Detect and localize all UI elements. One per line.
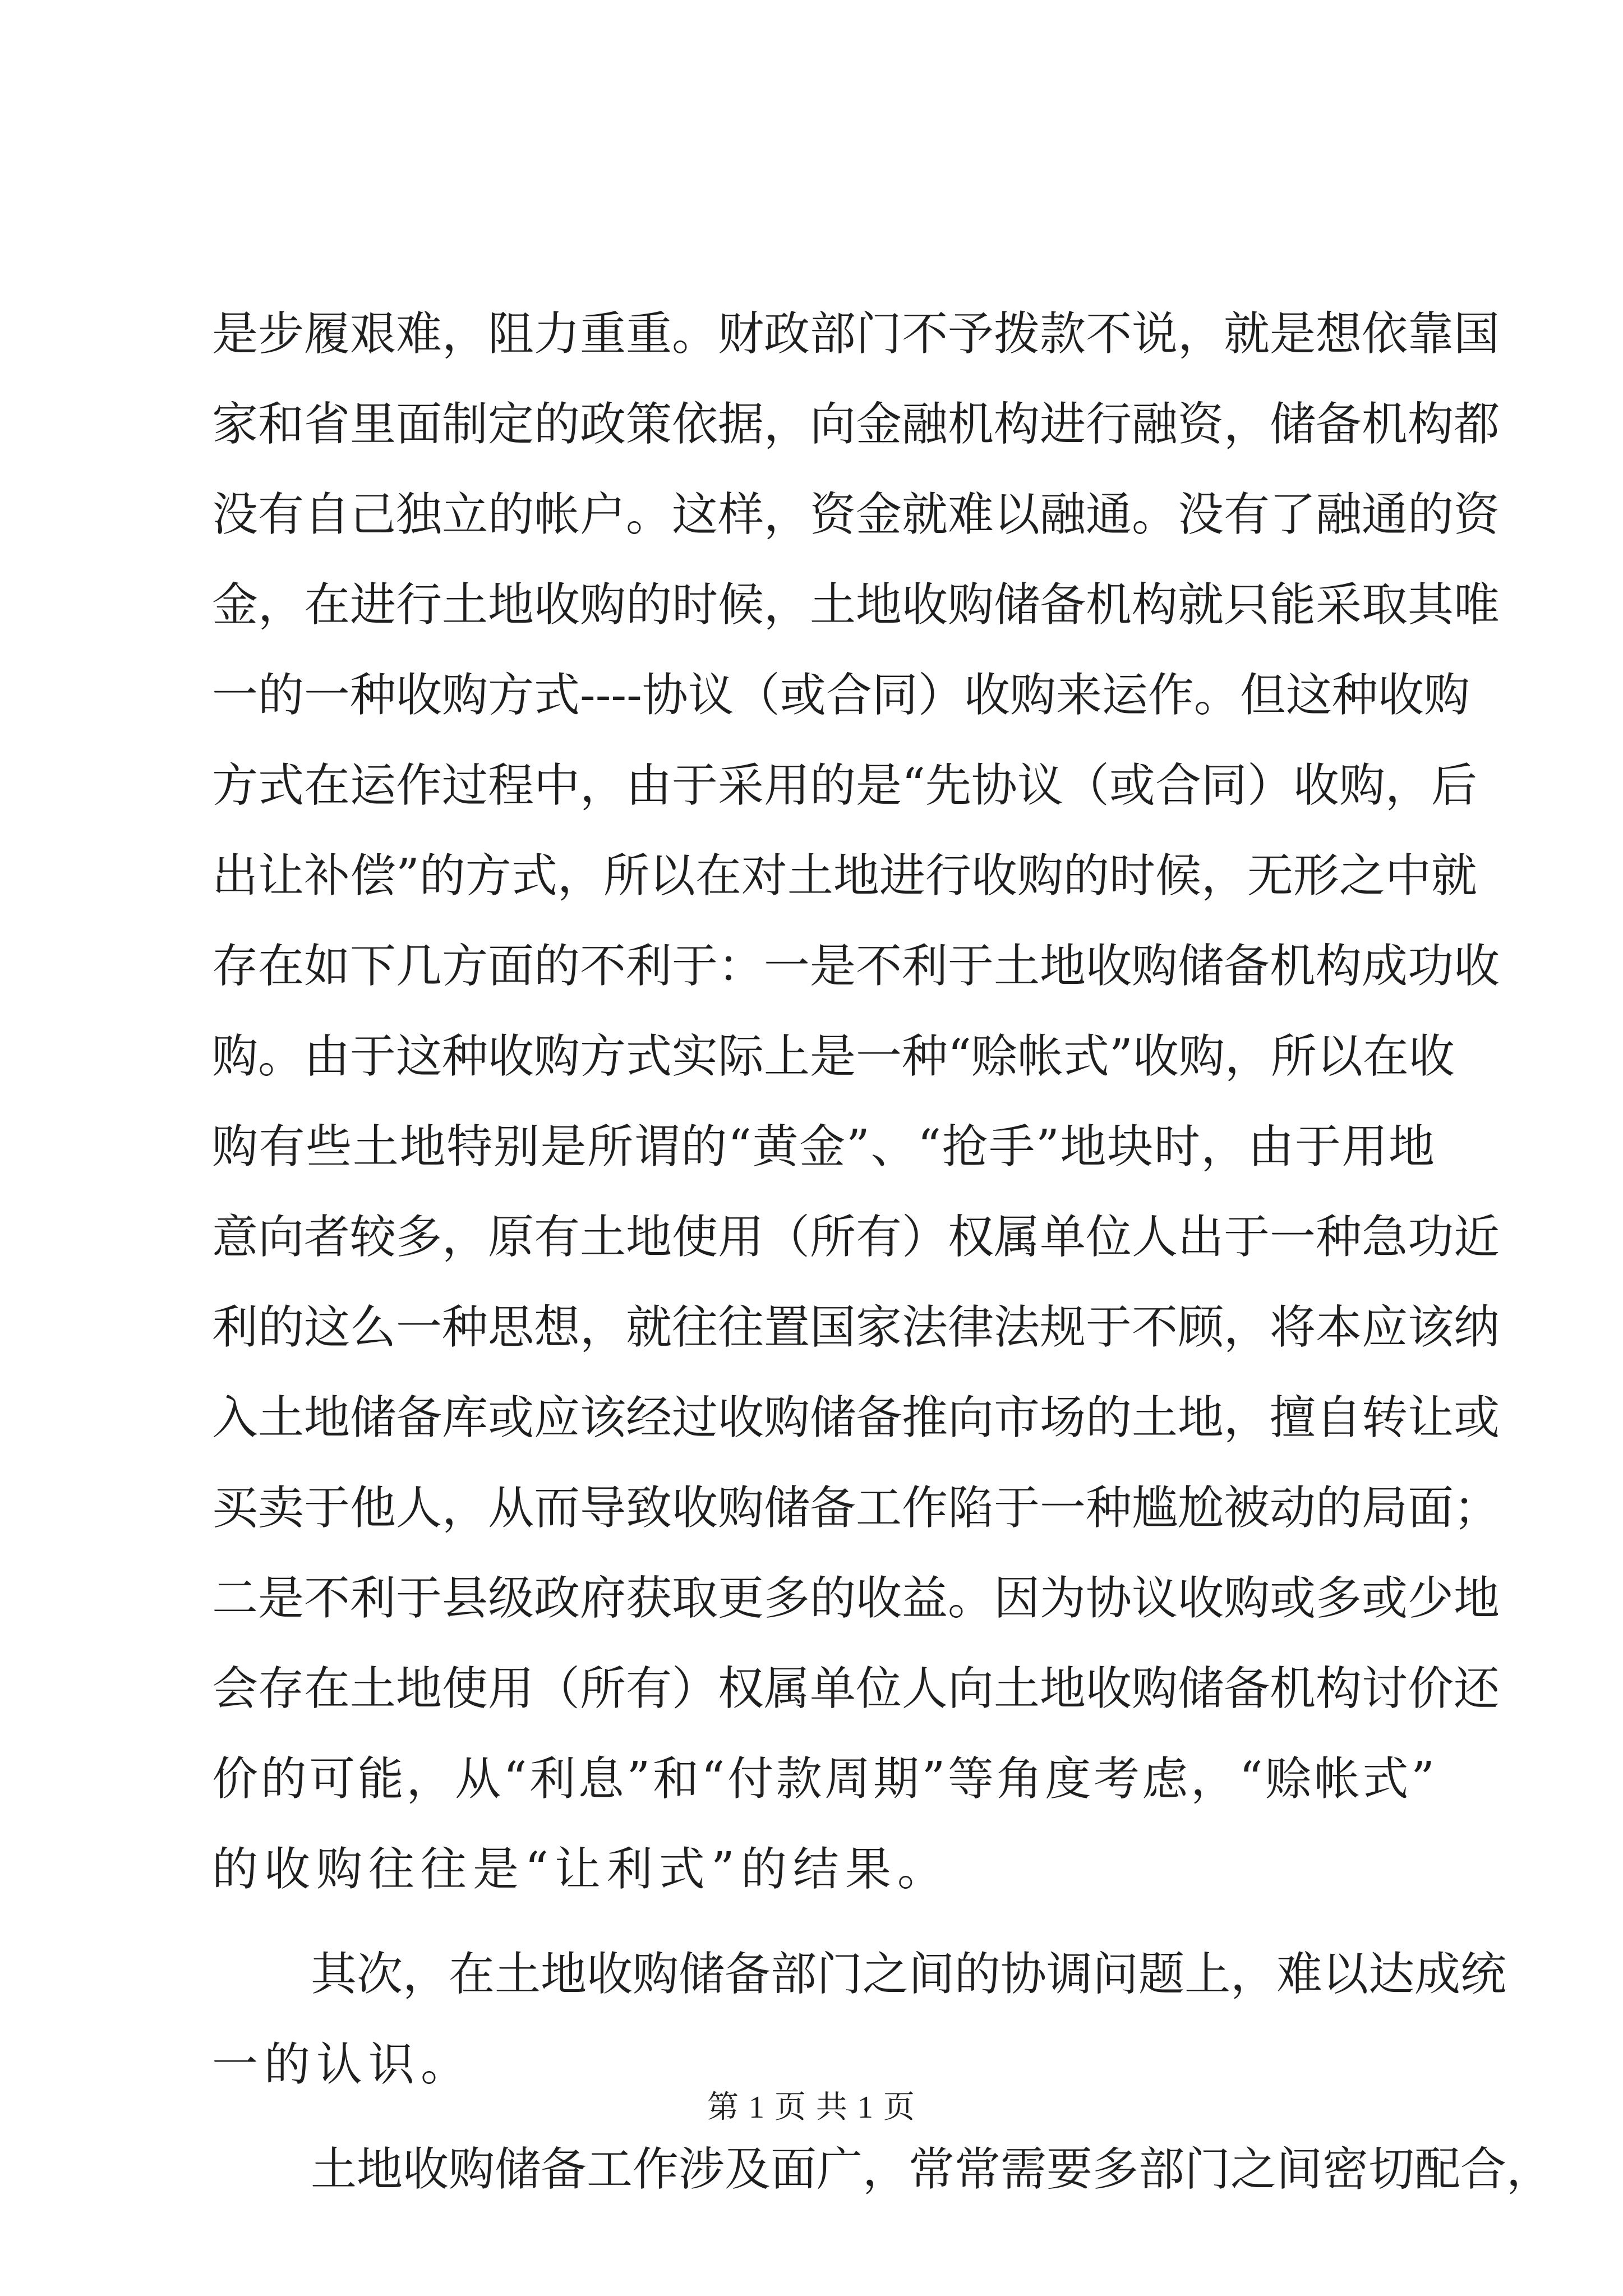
text-line: 方式在运作过程中，由于采用的是“先协议（或合同）收购，后 [212, 759, 1477, 812]
document-body [212, 289, 1553, 2215]
text-line: 是步履艰难，阻力重重。财政部门不予拨款不说，就是想依靠国 [212, 307, 1500, 361]
text-line: 没有自己独立的帐户。这样，资金就难以融通。没有了融通的资 [212, 488, 1500, 541]
text-line: 存在如下几方面的不利于：一是不利于土地收购储备机构成功收 [212, 940, 1500, 993]
text-line: 一的一种收购方式----协议（或合同）收购来运作。但这种收购 [212, 669, 1470, 722]
text-line: 土地收购储备工作涉及面广，常常需要多部门之间密切配合， [311, 2143, 1553, 2196]
text-line: 出让补偿”的方式，所以在对土地进行收购的时候，无形之中就 [212, 849, 1477, 903]
text-line: 购有些土地特别是所谓的“黄金”、“抢手”地块时，由于用地 [212, 1120, 1435, 1174]
text-line: 意向者较多，原有土地使用（所有）权属单位人出于一种急功近 [212, 1211, 1500, 1264]
paragraph-3 [212, 2124, 1553, 2215]
text-line: 的收购往往是“让利式”的结果。 [212, 1843, 949, 1896]
page-number-footer: 第 1 页 共 1 页 [707, 2090, 916, 2125]
text-line: 其次，在土地收购储备部门之间的协调问题上，难以达成统 [311, 1948, 1507, 2001]
text-line: 家和省里面制定的政策依据，向金融机构进行融资，储备机构都 [212, 398, 1500, 451]
text-line: 买卖于他人，从而导致收购储备工作陷于一种尴尬被动的局面； [212, 1481, 1500, 1535]
text-line: 入土地储备库或应该经过收购储备推向市场的土地，擅自转让或 [212, 1391, 1500, 1444]
text-line: 价的可能，从“利息”和“付款周期”等角度考虑，“赊帐式” [212, 1752, 1435, 1806]
text-line: 金，在进行土地收购的时候，土地收购储备机构就只能采取其唯 [212, 578, 1500, 632]
text-line: 购。由于这种收购方式实际上是一种“赊帐式”收购，所以在收 [212, 1030, 1455, 1083]
text-line: 二是不利于县级政府获取更多的收益。因为协议收购或多或少地 [212, 1572, 1500, 1625]
paragraph-1 [212, 289, 1500, 1915]
text-line: 利的这么一种思想，就往往置国家法律法规于不顾，将本应该纳 [212, 1301, 1500, 1354]
text-line: 一的认识。 [212, 2038, 473, 2091]
text-line: 会存在土地使用（所有）权属单位人向土地收购储备机构讨价还 [212, 1662, 1500, 1715]
